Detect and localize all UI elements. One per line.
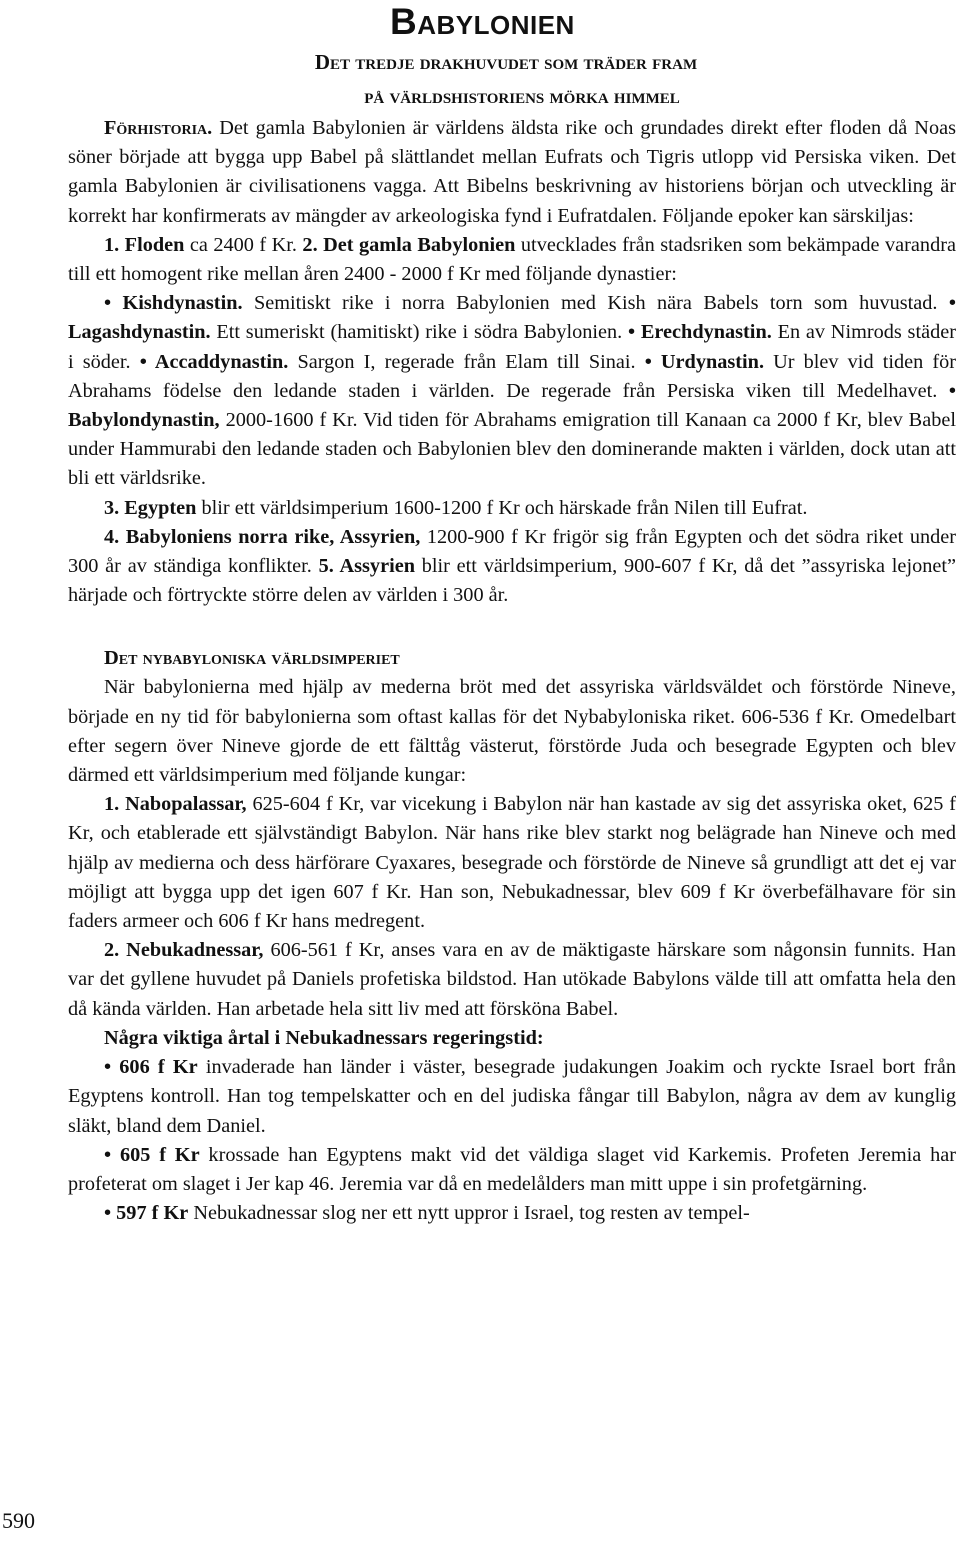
dynasty-kish-label: • Kishdynastin. <box>104 292 243 315</box>
epoch-5-label: 5. Assyrien <box>318 555 415 578</box>
epoch-4-label: 4. Babyloniens norra rike, Assyrien, <box>104 525 421 548</box>
dynasty-accad-label: • Accaddynastin. <box>139 350 289 373</box>
epoch-4-5-paragraph <box>68 523 956 611</box>
epoch-3-paragraph <box>68 494 956 523</box>
king-2-text: 606-561 f Kr, anses vara en av de mäktigaste härskare som någonsin funnits. Han var det gyllene huvudet på Daniels profetiska bildstod. Han utökade Babylons välde till att omfatta hela den då kända världen. Han arbetade hela sitt liv med att försköna Babel. <box>68 939 956 1020</box>
section-heading-neobabylonian: Det nybabyloniska världsimperiet <box>104 647 400 670</box>
king-1-text: 625-604 f Kr, var vicekung i Babylon när han kastade av sig det assyriska oket, 625 f Kr, och etablerade ett självständigt Babylon. När hans rike blev starkt nog belägrade han Nineve och med hjälp av medierna och dess härförare Cyaxares, besegrade och förstörde de Nineve så grundligt att det ej var möjligt att bygga upp det igen 607 f Kr. Han son, Nebukadnessar, blev 609 f Kr överbefälhavare för sin faders armeer och 606 f Kr hans medregent. <box>68 793 956 933</box>
epoch-3-text: blir ett världsimperium 1600-1200 f Kr och härskade från Nilen till Eufrat. <box>196 496 808 519</box>
king-1-label: 1. Nabopalassar, <box>104 793 247 816</box>
dynasty-lagash-text: Ett sumeriskt (hamitiskt) rike i södra Babylonien. <box>210 321 628 344</box>
year-605-paragraph <box>68 1141 956 1199</box>
epoch-1-label: 1. Floden <box>104 233 185 256</box>
page-title: Babylonien <box>390 1 575 42</box>
dynasty-ur-label: • Urdynastin. <box>644 350 765 373</box>
intro-label: Förhistoria. <box>104 117 213 139</box>
year-605-text: krossade han Egyptens makt vid det väldiga slaget vid Karkemis. Profeten Jeremia har profeterat om slaget i Jer kap 46. Jeremia var då en medelålders man mitt uppe i sin profetgärning. <box>68 1143 957 1195</box>
epoch-1-2-paragraph <box>68 231 956 289</box>
body-text <box>68 114 956 1228</box>
dynasties-paragraph <box>68 289 956 493</box>
epoch-2-label: 2. Det gamla Babylonien <box>302 233 516 256</box>
year-597-text: Nebukadnessar slog ner ett nytt uppror i Israel, tog resten av tempel- <box>188 1202 750 1225</box>
epoch-1-text: ca 2400 f Kr. <box>184 233 303 256</box>
epoch-4-text: 1200-900 f Kr frigör sig från Egypten och det södra riket under 300 år av ständiga konflikter. <box>68 525 957 578</box>
epoch-3-label: 3. Egypten <box>104 496 197 519</box>
year-606-text: invaderade han länder i väster, besegrade judakungen Joakim och ryckte Israel bort från Egyptens kontroll. Han tog tempelskatter och en del judiska fångar till Babylon, några av dem av kunglig släkt, bland dem Daniel. <box>68 1056 956 1137</box>
epoch-5-text: blir ett världsimperium, 900-607 f Kr, då det ”assyriska lejonet” härjade och förtryckte större delen av världen i 300 år. <box>68 555 956 607</box>
dynasty-erech-text: En av Nimrods städer i söder. <box>68 321 956 373</box>
year-606-paragraph <box>68 1053 956 1141</box>
year-605-label: • 605 f Kr <box>104 1143 200 1166</box>
dynasty-babylon-text: 2000-1600 f Kr. Vid tiden för Abrahams emigration till Kanaan ca 2000 f Kr, blev Babel under Hammurabi den ledande staden och Babylonien blev den dominerande makten i världen, dock utan att bli ett världsrike. <box>68 409 956 490</box>
dynasty-accad-text: Sargon I, regerade från Elam till Sinai. <box>288 350 645 373</box>
year-597-paragraph <box>68 1199 956 1228</box>
years-heading <box>68 1024 956 1053</box>
intro-text: Det gamla Babylonien är världens äldsta rike och grundades direkt efter floden då Noas söner började att bygga upp Babel på slättlandet mellan Eufrats och Tigris utlopp vid Persiska viken. Det gamla Babylonien är civilisationens vagga. Att Bibelns beskrivning av historiens början och utveckling är korrekt har konfirmerats av mängder av arkeologiska fynd i Eufratdalen. Följande epoker kan särskiljas: <box>68 117 956 227</box>
king-nebukadnessar-paragraph <box>68 936 956 1024</box>
neobabylonian-paragraph: När babylonierna med hjälp av mederna bröt med det assyriska världsväldet och förstörde Nineve, började en ny tid för babylonierna som oftast kallas för det Nybabyloniska riket. 606-536 f Kr. Omedelbart efter segern över Nineve gjorde de ett fälttåg västerut, förstörde Juda och besegrade Egypten och blev därmed ett världsimperium med följande kungar: <box>68 676 956 787</box>
king-2-label: 2. Nebukadnessar, <box>104 939 264 962</box>
page-number: 590 <box>2 1508 35 1533</box>
king-nabopalassar-paragraph <box>68 790 956 936</box>
epoch-2-text: utvecklades från stadsriken som bekämpade varandra till ett homogent rike mellan åren 2400 - 2000 f Kr med följande dynastier: <box>68 233 956 286</box>
dynasty-babylon-label: • Babylondynastin, <box>68 379 956 432</box>
year-597-label: • 597 f Kr <box>104 1202 189 1225</box>
year-606-label: • 606 f Kr <box>104 1056 198 1079</box>
intro-paragraph <box>68 114 956 231</box>
years-heading-text: Några viktiga årtal i Nebukadnessars regeringstid: <box>104 1026 544 1049</box>
subtitle-line-2: på världshistoriens mörka himmel <box>364 84 680 108</box>
dynasty-ur-text: Ur blev vid tiden för Abrahams födelse den ledande staden i världen. De regerade från Persiska viken till Medelhavet. <box>68 350 957 402</box>
dynasty-kish-text: Semitiskt rike i norra Babylonien med Kish nära Babels torn som huvustad. <box>242 292 949 315</box>
subtitle-line-1: Det tredje drakhuvudet som träder fram <box>314 50 698 74</box>
dynasty-erech-label: • Erechdynastin. <box>628 321 772 344</box>
dynasty-lagash-label: • Lagashdynastin. <box>68 292 956 344</box>
